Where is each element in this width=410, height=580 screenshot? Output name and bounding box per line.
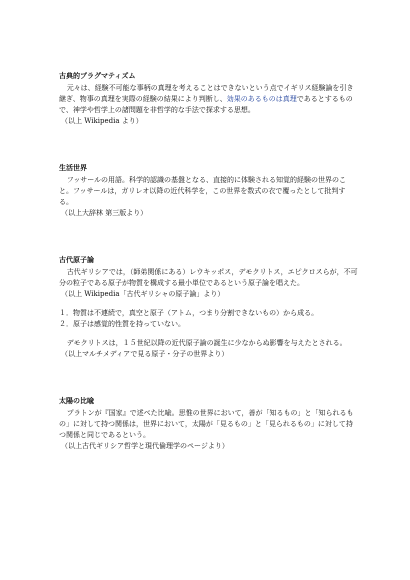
paragraph-text: 元々は、経験不可能な事柄の真理を考えることはできないという点でイギリス経験論を引き継ぎ、物事の真理を実際の経験の結果により判断し、 <box>59 84 354 103</box>
section-paragraph: プラトンが『国家』で述べた比喩。思惟の世界において，善が「知るもの」と「知られるもの」に対して持つ関係は，世界において，太陽が「見るもの」と「見られるもの」に対して持つ関係と同じであるという。 <box>59 409 354 439</box>
section-paragraph: 古代ギリシアでは，（師弟関係にある）レウキッポス，デモクリトス，エピクロスらが，不可分の粒子である原子が物質を構成する最小単位であるという原子論を唱えた。 <box>59 268 358 287</box>
section-paragraph: デモクリトスは，１５世紀以降の近代原子論の誕生に少なからぬ影響を与えたとされる。 <box>66 339 347 347</box>
section-heading: 太陽の比喩 <box>59 396 94 405</box>
highlighted-text: 効果のあるものは真理 <box>226 95 297 103</box>
source-citation: （以上大辞林 第三版より） <box>61 209 148 217</box>
paragraph-text: であるとするもので、神学や哲学上の諸問題を非哲学的な手法で探求する思想。 <box>59 95 353 114</box>
document-body <box>59 70 359 452</box>
section-pragmatism <box>59 70 359 127</box>
section-sun-analogy <box>59 395 359 452</box>
source-citation: （以上マルチメディアで見る原子・分子の世界より） <box>61 350 229 358</box>
list-item: １．物質は不連続で，真空と原子（アトム，つまり分割できないもの）から成る。 <box>59 309 319 317</box>
source-citation: （以上古代ギリシア哲学と現代倫理学のページより） <box>61 442 229 450</box>
numbered-list <box>59 308 359 330</box>
section-paragraph: フッサールの用語。科学的認識の基盤となる、直接的に体験される知覚的経験の世界のこと。フッサールは，ガリレオ以降の近代科学を，この世界を数式の衣で覆ったとして批判する。 <box>59 176 347 206</box>
section-heading: 古代原子論 <box>59 255 94 264</box>
section-paragraph <box>59 83 359 116</box>
source-citation: （以上 Wikipedia より） <box>61 117 143 125</box>
section-heading: 生活世界 <box>59 163 87 172</box>
section-heading: 古典的プラグマティズム <box>59 71 136 80</box>
section-ancient-atomism <box>59 254 359 360</box>
section-lifeworld <box>59 162 359 219</box>
list-item: ２．原子は感覚的性質を持っていない。 <box>59 320 185 328</box>
source-citation: （以上 Wikipedia「古代ギリシャの原子論」より） <box>61 290 225 298</box>
